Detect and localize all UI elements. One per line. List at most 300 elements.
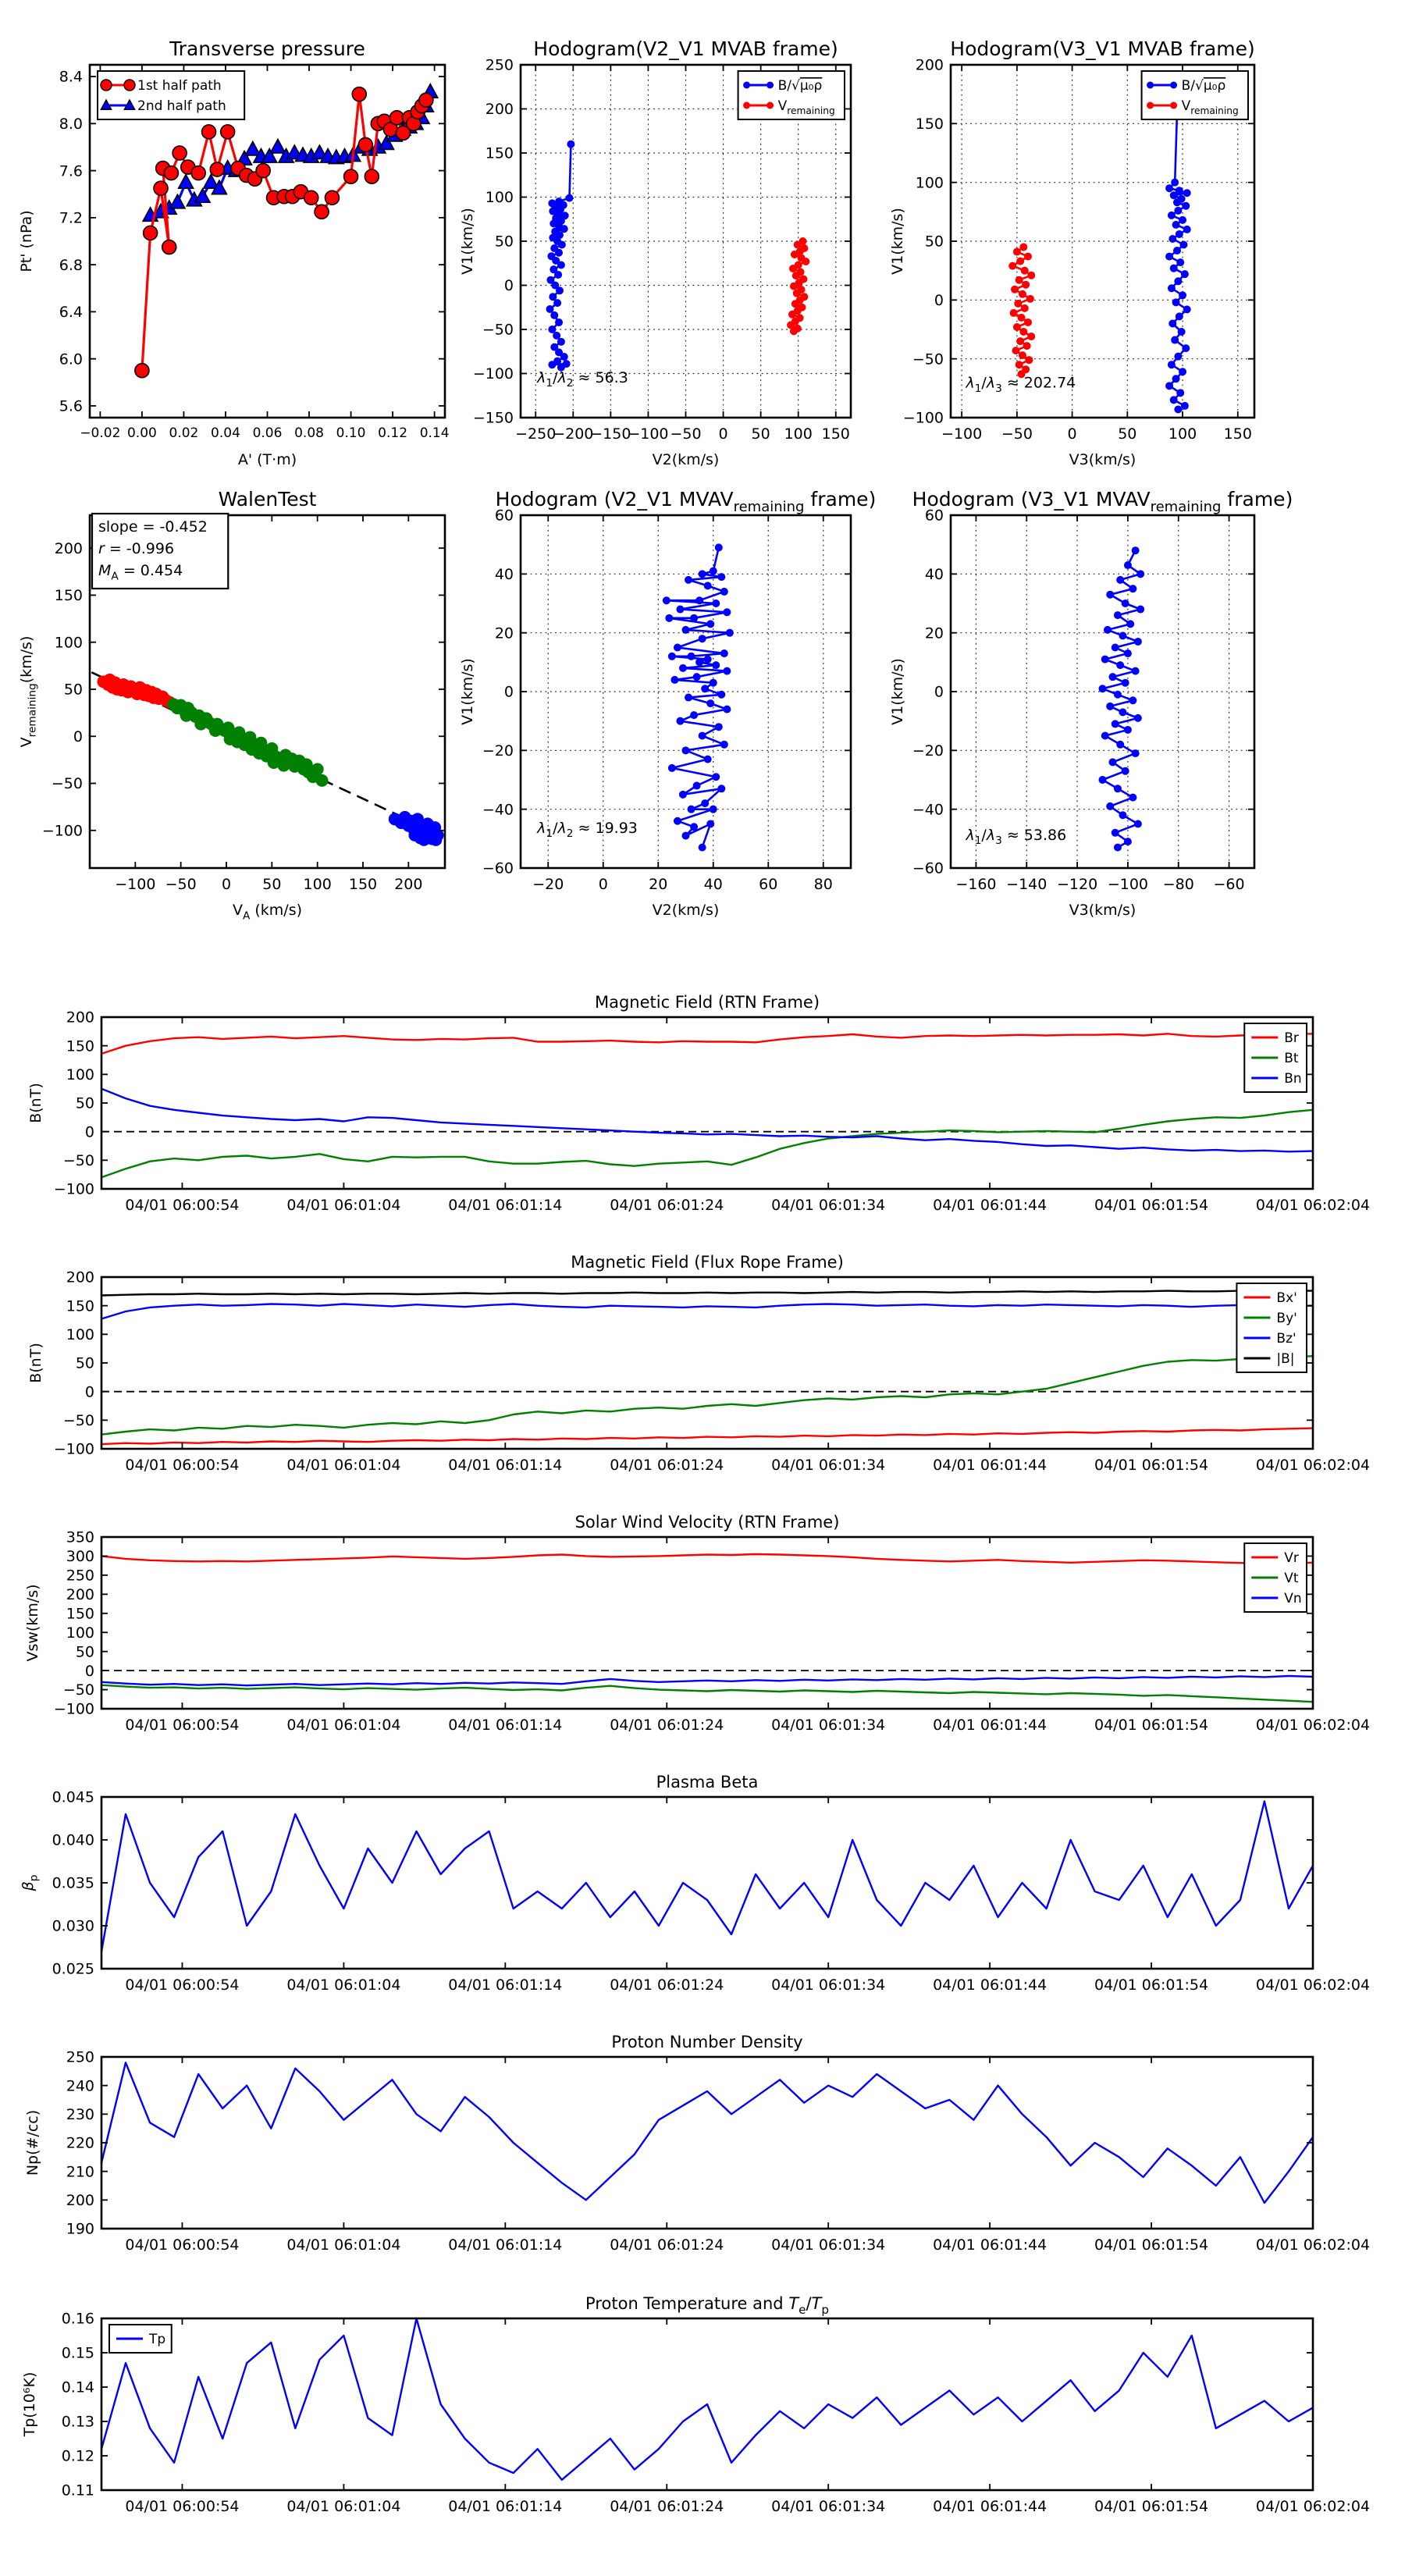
circle-marker — [191, 166, 205, 180]
x-tick-label: −0.02 — [80, 425, 121, 441]
dot-marker — [1124, 726, 1132, 734]
series-b-alfven — [663, 543, 734, 851]
x-tick-label: 04/01 06:02:04 — [1255, 1717, 1371, 1734]
series-beta-p-line — [101, 1802, 1313, 1952]
dot-marker — [1122, 600, 1129, 607]
y-tick-label: −50 — [482, 321, 514, 339]
circle-marker — [419, 93, 433, 107]
x-tick-label: −50 — [1001, 425, 1033, 443]
dot-marker — [1129, 585, 1136, 592]
y-tick-label: 50 — [494, 233, 514, 251]
legend — [1244, 1023, 1307, 1092]
dot-marker — [1124, 649, 1132, 657]
dot-marker — [1025, 356, 1033, 364]
dot-marker — [1174, 405, 1182, 413]
x-axis-label: V3(km/s) — [1069, 902, 1136, 919]
y-tick-label: 150 — [915, 115, 944, 133]
x-tick-label: 04/01 06:01:54 — [1094, 1976, 1209, 1994]
x-tick-label: −60 — [1213, 876, 1245, 893]
y-tick-label: 0.13 — [61, 2413, 94, 2431]
dot-marker — [565, 194, 573, 202]
y-tick-label: 6.0 — [59, 350, 83, 368]
dot-marker — [1171, 336, 1179, 344]
y-axis-label: Vsw(km/s) — [24, 1584, 41, 1662]
y-tick-label: −20 — [912, 742, 944, 760]
dot-marker — [1114, 785, 1122, 792]
chart-title: Hodogram (V3_V1 $MVAV_{remaining}$ frame) — [912, 488, 1293, 515]
dot-marker — [1122, 679, 1129, 687]
dot-marker — [699, 570, 706, 578]
x-tick-label: 04/01 06:01:44 — [933, 2236, 1048, 2254]
stat-box — [92, 514, 228, 589]
y-tick-label: −40 — [482, 801, 514, 819]
y-tick-label: 150 — [66, 1605, 94, 1623]
y-tick-label: 40 — [924, 565, 944, 583]
dot-marker — [1022, 281, 1030, 289]
x-tick-label: 04/01 06:00:54 — [125, 1197, 240, 1214]
y-tick-label: 20 — [924, 624, 944, 642]
x-axis-label: V2(km/s) — [652, 451, 720, 468]
legend — [1236, 1283, 1307, 1372]
y-tick-label: 100 — [915, 174, 944, 192]
dot-marker — [723, 608, 731, 616]
dot-marker — [1108, 758, 1116, 766]
series-Bz-prime — [101, 1304, 1313, 1319]
legend-label: Vt — [1284, 1570, 1299, 1586]
y-tick-label: 50 — [63, 681, 83, 699]
axis-ticks — [54, 1009, 1370, 1214]
series-v-remaining — [787, 237, 809, 335]
series-Bmag-line — [101, 1291, 1313, 1296]
x-tick-label: 100 — [303, 876, 332, 893]
y-tick-label: 210 — [66, 2163, 94, 2181]
series-By-prime-line — [101, 1356, 1313, 1435]
stat-box-line: r = -0.996 — [98, 540, 175, 557]
axis-ticks — [66, 2049, 1370, 2254]
legend-label: B/√μ₀ρ — [777, 77, 823, 94]
dot-marker — [720, 588, 728, 596]
dot-marker — [699, 844, 706, 852]
legend-label: Bx' — [1276, 1290, 1297, 1306]
x-tick-label: 0.00 — [126, 425, 157, 441]
y-tick-label: 7.2 — [59, 209, 83, 227]
dot-marker — [1168, 212, 1176, 219]
x-tick-label: 0.10 — [336, 425, 366, 441]
chart-title: Magnetic Field (Flux Rope Frame) — [571, 1253, 844, 1272]
circle-marker — [101, 80, 112, 91]
x-tick-label: 04/01 06:01:04 — [286, 2498, 401, 2515]
dot-marker — [679, 791, 687, 799]
dot-marker — [1183, 189, 1191, 197]
dot-marker — [701, 685, 709, 692]
axis-ticks — [912, 507, 1254, 893]
y-tick-label: 0.035 — [52, 1874, 94, 1892]
x-tick-label: −50 — [165, 876, 197, 893]
y-tick-label: 200 — [915, 56, 944, 74]
x-tick-label: 04/01 06:01:54 — [1094, 1717, 1209, 1734]
x-tick-label: 04/01 06:01:44 — [933, 2498, 1048, 2515]
x-tick-label: −20 — [532, 876, 564, 893]
series-1st-half-path — [135, 87, 433, 378]
y-tick-label: 0.030 — [52, 1917, 94, 1935]
dot-marker — [791, 300, 799, 308]
dot-marker — [704, 656, 712, 664]
y-tick-label: 0 — [84, 1383, 94, 1401]
dot-marker — [1027, 272, 1035, 279]
x-tick-label: 0 — [718, 425, 728, 443]
y-tick-label: 100 — [66, 1624, 94, 1642]
series-Tp — [101, 2318, 1313, 2480]
x-tick-label: 04/01 06:00:54 — [125, 1717, 240, 1734]
y-axis-label: Np(#/cc) — [24, 2109, 41, 2176]
dot-marker — [668, 653, 676, 660]
dot-marker — [767, 102, 774, 109]
dot-marker — [1101, 656, 1109, 664]
dot-marker — [665, 614, 673, 622]
legend-label: Vn — [1284, 1590, 1302, 1606]
y-tick-label: −100 — [53, 1700, 94, 1718]
axes-frame — [101, 1537, 1313, 1709]
x-tick-label: 04/01 06:00:54 — [125, 2236, 240, 2254]
dot-marker — [1172, 221, 1180, 229]
chart-title: Hodogram(V3_V1 MVAB frame) — [950, 37, 1255, 60]
x-tick-label: 04/01 06:01:54 — [1094, 1197, 1209, 1214]
dot-marker — [560, 353, 568, 361]
x-tick-label: −150 — [590, 425, 631, 443]
dot-marker — [554, 271, 562, 279]
y-axis-label: B(nT) — [27, 1343, 44, 1383]
dot-marker — [726, 629, 734, 637]
series-b-alfven — [1165, 108, 1191, 413]
dot-marker — [1106, 591, 1114, 599]
x-tick-label: 04/01 06:01:34 — [771, 1197, 886, 1214]
x-tick-label: 20 — [649, 876, 668, 893]
x-tick-label: 0 — [598, 876, 608, 893]
y-tick-label: 240 — [66, 2077, 94, 2095]
y-tick-label: 5.6 — [59, 397, 83, 415]
chart-title: WalenTest — [218, 488, 317, 511]
dot-marker — [1112, 829, 1119, 837]
dot-marker — [1172, 298, 1180, 306]
y-tick-label: 6.4 — [59, 304, 83, 322]
dot-marker — [1114, 691, 1122, 699]
y-tick-label: −50 — [62, 1681, 94, 1699]
x-tick-label: 04/01 06:01:14 — [448, 1717, 563, 1734]
dot-marker — [1181, 270, 1189, 278]
dot-marker — [1178, 328, 1186, 336]
circle-marker — [210, 162, 224, 176]
y-tick-label: 300 — [66, 1548, 94, 1566]
dot-marker — [301, 758, 313, 770]
dot-marker — [1016, 276, 1023, 284]
dot-marker — [690, 614, 698, 622]
x-tick-label: 04/01 06:01:54 — [1094, 2236, 1209, 2254]
y-tick-label: −100 — [41, 822, 83, 840]
dot-marker — [1179, 368, 1186, 375]
y-tick-label: 8.4 — [59, 68, 83, 86]
x-tick-label: −100 — [628, 425, 669, 443]
dot-marker — [789, 265, 797, 272]
legend — [1142, 71, 1248, 119]
series-v-remaining — [1008, 244, 1035, 379]
dot-marker — [1173, 247, 1181, 254]
series-By-prime — [101, 1356, 1313, 1435]
legend-label: Vr — [1284, 1550, 1299, 1566]
x-tick-label: 04/01 06:01:14 — [448, 1197, 563, 1214]
y-tick-label: 0.15 — [61, 2344, 94, 2362]
dot-marker — [1171, 179, 1179, 187]
dot-marker — [556, 286, 564, 294]
x-tick-label: 04/01 06:01:04 — [286, 1457, 401, 1474]
x-tick-label: 04/01 06:01:34 — [771, 1457, 886, 1474]
y-tick-label: −20 — [482, 742, 514, 760]
series-Bn — [101, 1089, 1313, 1152]
dot-marker — [1011, 286, 1019, 294]
dot-marker — [1170, 396, 1178, 404]
y-tick-label: 0.045 — [52, 1788, 94, 1806]
dot-marker — [1170, 102, 1177, 109]
y-tick-label: 0 — [503, 683, 514, 701]
dot-marker — [1116, 661, 1124, 669]
subplot-magnetic-field-rtn — [27, 993, 1370, 1214]
dot-marker — [695, 658, 703, 666]
dot-marker — [685, 576, 692, 584]
dot-marker — [557, 262, 565, 269]
dot-marker — [558, 241, 566, 249]
circle-marker — [358, 137, 372, 151]
dot-marker — [1021, 267, 1029, 275]
x-tick-label: 100 — [784, 425, 813, 443]
dot-marker — [1124, 838, 1132, 845]
circle-marker — [162, 240, 176, 254]
dot-marker — [414, 831, 427, 844]
x-tick-label: 04/01 06:01:24 — [610, 1197, 724, 1214]
x-tick-label: 50 — [751, 425, 770, 443]
y-tick-label: 0.14 — [61, 2379, 94, 2396]
subplot-walen-test — [18, 488, 445, 922]
y-tick-label: 150 — [66, 1297, 94, 1315]
dot-marker — [1165, 253, 1173, 261]
dot-marker — [548, 361, 556, 368]
chart-title: Magnetic Field (RTN Frame) — [594, 993, 820, 1012]
y-tick-label: 20 — [494, 624, 514, 642]
dot-marker — [1012, 347, 1019, 354]
y-axis-label: Tp(10⁶K) — [21, 2371, 38, 2437]
dot-marker — [1165, 184, 1173, 192]
x-tick-label: −80 — [1162, 876, 1194, 893]
lambda-ratio-annotation: $\lambda_1/\lambda_3 \approx 202.74$ — [966, 374, 1076, 395]
axes-frame — [101, 1017, 1313, 1189]
dot-marker — [194, 718, 207, 731]
y-axis-label: V1(km/s) — [459, 208, 476, 275]
dot-marker — [1106, 703, 1114, 710]
y-tick-label: 0.16 — [61, 2310, 94, 2328]
dot-marker — [717, 573, 725, 581]
dot-marker — [1174, 353, 1182, 361]
triangle-marker — [195, 189, 210, 203]
stat-box-line: slope = -0.452 — [98, 518, 208, 535]
dot-marker — [1119, 708, 1126, 716]
circle-marker — [173, 146, 187, 160]
axes-frame — [101, 1277, 1313, 1449]
dot-marker — [1014, 300, 1022, 308]
dot-marker — [1134, 820, 1142, 828]
y-axis-label: $\beta_p$ — [20, 1874, 41, 1891]
dot-marker — [802, 258, 809, 265]
y-tick-label: 190 — [66, 2220, 94, 2238]
x-axis-label: V3(km/s) — [1069, 451, 1136, 468]
y-tick-label: 250 — [66, 1567, 94, 1585]
triangle-marker — [179, 175, 194, 189]
subplot-solar-wind-velocity — [24, 1513, 1370, 1734]
dot-marker — [1168, 319, 1176, 327]
series-walen-last — [389, 811, 444, 846]
dot-marker — [1013, 248, 1021, 256]
dot-marker — [699, 732, 706, 740]
dot-marker — [1116, 576, 1124, 584]
dot-marker — [1132, 749, 1140, 757]
y-tick-label: 0.040 — [52, 1831, 94, 1849]
dot-marker — [1024, 318, 1032, 326]
y-tick-label: 40 — [494, 565, 514, 583]
x-tick-label: 0.02 — [169, 425, 199, 441]
grid — [521, 515, 851, 868]
circle-marker — [135, 364, 149, 378]
triangle-marker — [270, 139, 285, 153]
dot-marker — [710, 568, 717, 575]
dot-marker — [790, 327, 798, 335]
dot-marker — [557, 338, 565, 346]
dot-marker — [1119, 811, 1126, 819]
dot-marker — [1126, 620, 1134, 628]
x-tick-label: 04/01 06:01:14 — [448, 1976, 563, 1994]
dot-marker — [1181, 402, 1189, 410]
y-tick-label: −40 — [912, 801, 944, 819]
y-axis-label: Pt' (nPa) — [18, 210, 35, 272]
dot-marker — [1136, 570, 1144, 578]
legend-label: 1st half path — [137, 77, 222, 94]
dot-marker — [682, 746, 690, 754]
y-tick-label: 0.11 — [61, 2482, 94, 2500]
dot-marker — [701, 799, 709, 807]
dot-marker — [682, 832, 690, 840]
x-tick-label: 50 — [1118, 425, 1137, 443]
subplot-hodogram-v3v1-mvav — [889, 488, 1293, 919]
x-tick-label: 04/01 06:02:04 — [1255, 2236, 1371, 2254]
x-tick-label: 04/01 06:01:34 — [771, 1717, 886, 1734]
x-tick-label: 60 — [759, 876, 778, 893]
y-tick-label: 150 — [66, 1037, 94, 1055]
dot-marker — [790, 283, 798, 290]
y-tick-label: 100 — [485, 189, 514, 207]
series-b-alfven — [1099, 546, 1145, 851]
dot-marker — [1119, 632, 1126, 639]
y-tick-label: 350 — [66, 1528, 94, 1546]
series-Np — [101, 2062, 1313, 2203]
dot-marker — [1134, 638, 1142, 646]
series-Bmag — [101, 1291, 1313, 1296]
x-tick-label: 04/01 06:01:34 — [771, 2236, 886, 2254]
y-tick-label: 200 — [54, 539, 83, 557]
axis-ticks — [54, 1529, 1370, 1734]
x-tick-label: 04/01 06:01:24 — [610, 1457, 724, 1474]
x-tick-label: 04/01 06:01:24 — [610, 1717, 724, 1734]
x-tick-label: −100 — [115, 876, 156, 893]
dot-marker — [715, 723, 723, 731]
dot-marker — [743, 102, 750, 109]
dot-marker — [1174, 207, 1182, 215]
circle-marker — [325, 190, 339, 205]
y-tick-label: 200 — [66, 2191, 94, 2209]
dot-marker — [1122, 767, 1129, 775]
dot-marker — [1168, 235, 1176, 243]
circle-marker — [304, 190, 318, 205]
series-Vn — [101, 1676, 1313, 1685]
dot-marker — [1018, 314, 1026, 322]
dot-marker — [1179, 291, 1186, 299]
dot-marker — [793, 290, 801, 297]
dot-marker — [1132, 667, 1140, 675]
dot-marker — [1136, 606, 1144, 614]
dot-marker — [693, 673, 701, 681]
y-tick-label: 8.0 — [59, 115, 83, 133]
lambda-ratio-annotation: $\lambda_1/\lambda_2 \approx 19.93$ — [537, 819, 638, 841]
x-tick-label: 04/01 06:00:54 — [125, 2498, 240, 2515]
y-tick-label: 250 — [485, 56, 514, 74]
y-tick-label: 0 — [934, 291, 944, 309]
dot-marker — [710, 679, 717, 687]
series-Bx-prime — [101, 1429, 1313, 1445]
chart-title: Solar Wind Velocity (RTN Frame) — [574, 1513, 840, 1532]
circle-marker — [164, 166, 178, 180]
y-tick-label: −50 — [62, 1411, 94, 1429]
dot-marker — [1170, 265, 1178, 272]
dot-marker — [224, 733, 237, 745]
dot-marker — [674, 644, 681, 652]
dot-marker — [682, 626, 690, 634]
dot-marker — [1124, 561, 1132, 569]
x-tick-label: 0.08 — [294, 425, 324, 441]
dot-marker — [1129, 794, 1136, 802]
dot-marker — [311, 763, 324, 775]
dot-marker — [209, 724, 222, 737]
y-tick-label: −100 — [53, 1180, 94, 1198]
dot-marker — [706, 699, 714, 707]
circle-marker — [344, 169, 358, 183]
legend — [98, 71, 244, 119]
y-tick-label: 60 — [494, 507, 514, 525]
y-tick-label: 0 — [84, 1123, 94, 1141]
dot-marker — [1026, 295, 1034, 303]
y-tick-label: −100 — [472, 365, 514, 383]
dot-marker — [695, 596, 703, 604]
y-tick-label: 0 — [934, 683, 944, 701]
circle-marker — [124, 80, 135, 91]
x-tick-label: 100 — [1168, 425, 1197, 443]
y-tick-label: 0.12 — [61, 2447, 94, 2465]
x-tick-label: 04/01 06:01:54 — [1094, 1457, 1209, 1474]
series-b-alfven — [546, 141, 574, 372]
y-axis-label: V1(km/s) — [889, 208, 906, 275]
dot-marker — [704, 582, 712, 589]
stat-box-line: $M_A = 0.454$ — [98, 562, 183, 583]
legend — [109, 2325, 172, 2353]
dot-marker — [794, 241, 802, 249]
subplot-magnetic-field-flux-rope — [27, 1253, 1370, 1474]
dot-marker — [670, 676, 678, 684]
dot-marker — [717, 785, 725, 792]
series-Bz-prime-line — [101, 1304, 1313, 1319]
